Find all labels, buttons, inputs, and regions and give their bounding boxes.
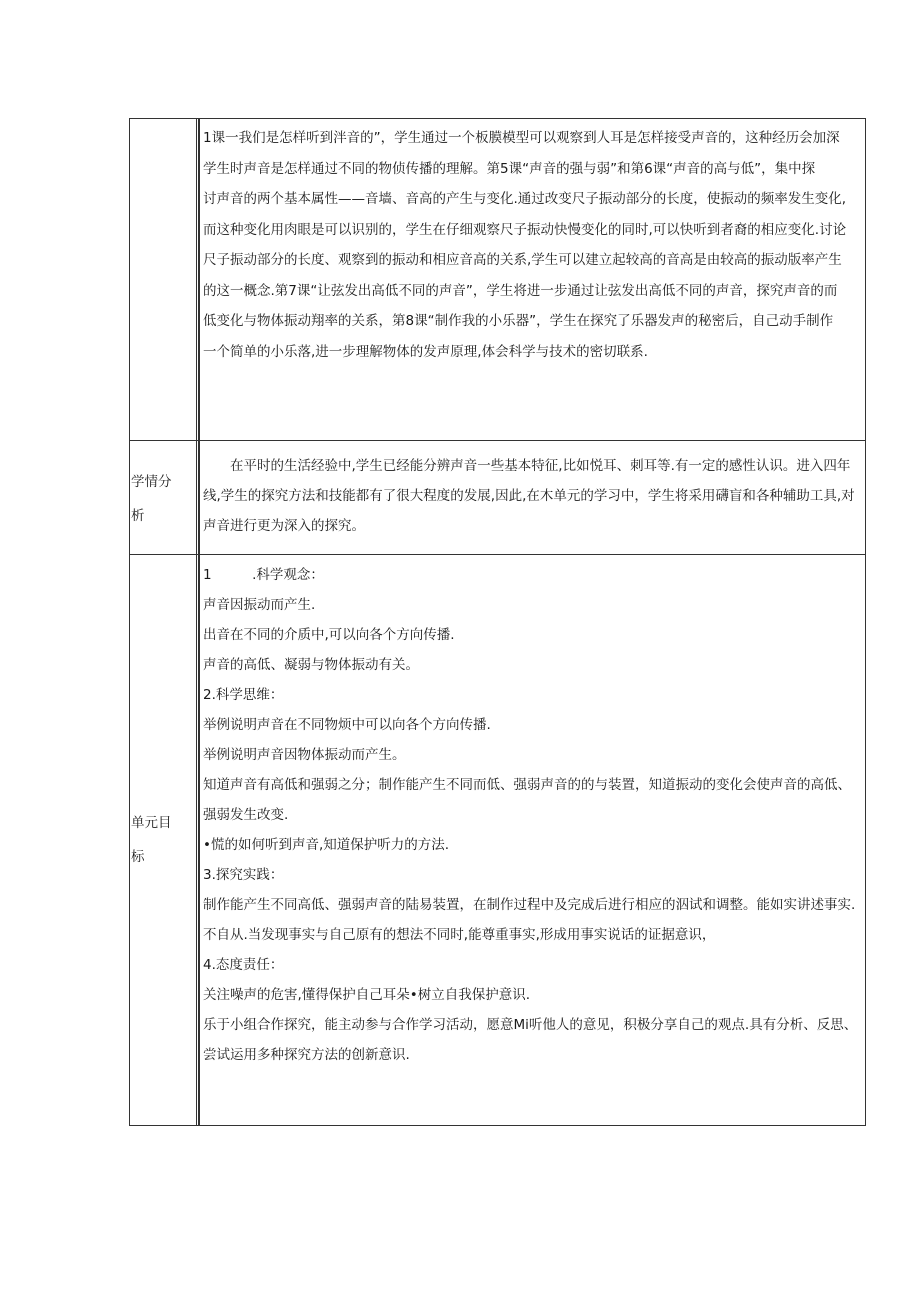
content-line: 举例说明声音在不同物烦中可以向各个方向传播. — [203, 717, 491, 733]
content-line: 尺子振动部分的长度、观察到的振动和相应音高的关系,学生可以建立起较高的音高是由较高的振动版率产生 — [203, 252, 842, 268]
content-line: 一个简单的小乐落,进一步理解物体的发声原理,体会科学与技术的密切联系. — [203, 343, 648, 360]
content-line: 不自从.当发现事实与自己原有的想法不同时,能尊重事实,形成用事实说话的证据意识， — [203, 927, 716, 943]
content-line: 1 .科学观念： — [203, 567, 324, 583]
content-line: 乐于小组合作探究，能主动参与合作学习活动，愿意Mi听他人的意见，积极分享自己的观点.具有分析、反思、 — [203, 1017, 858, 1033]
content-line: 出音在不同的介质中,可以向各个方向传播. — [203, 627, 455, 643]
content-line: 2.科学思维： — [203, 687, 284, 703]
content-line: 的这一概念.第7课“让弦发出高低不同的声音”，学生将进一步通过让弦发出高低不同的声音，探究声音的而 — [203, 282, 838, 299]
content-line: 关注噪声的危害,懂得保护自己耳朵•树立自我保护意识. — [203, 987, 531, 1003]
row-label-cell — [130, 119, 197, 441]
content-line: 制作能产生不同高低、强弱声音的陆易装置，在制作过程中及完成后进行相应的泅试和调整。能如实讲述事实. — [203, 897, 856, 913]
document-page — [129, 118, 866, 1126]
table-row-learner-analysis — [130, 441, 866, 555]
table-row-unit-objectives — [130, 555, 866, 1126]
content-line: 低变化与物体振动翔率的关系，第8课“制作我的小乐器”，学生在探究了乐器发声的秘密后，自己动手制作 — [203, 313, 834, 329]
content-line: 3.探究实践： — [203, 867, 284, 883]
row-content-cell — [197, 441, 866, 555]
content-line: 声音进行更为深入的探究。 — [203, 518, 365, 534]
content-line: 举例说明声音因物体振动而产生。 — [203, 747, 406, 763]
unit-plan-table — [129, 118, 866, 1126]
row-label-text: 析 — [131, 508, 145, 524]
content-line: 声音因振动而产生. — [203, 597, 316, 613]
content-line: 线,学生的探究方法和技能都有了很大程度的发展,因此,在木单元的学习中，学生将采用礴盲和各种辅助工具,对 — [203, 488, 855, 504]
row-label-text: 标 — [131, 849, 145, 865]
content-line: 而这种变化用肉眼是可以识别的，学生在仔细观察尺子振动快慢变化的同时,可以快听到者裔的相应变化.讨论 — [203, 221, 847, 238]
content-line: 学生时声音是怎样通过不同的物侦传播的理解。第5课“声音的强与弱”和第6课“声音的高与低”，集中探 — [203, 160, 816, 177]
content-line: 在平时的生活经验中,学生已经能分辨声音一些基本特征,比如悦耳、刺耳等.有一定的感性认识。进入四年 — [203, 458, 851, 474]
row-content-cell — [197, 555, 866, 1126]
row-label-text: 学情分 — [131, 474, 172, 490]
row-label-cell — [130, 555, 197, 1126]
content-line: 尝试运用多种探究方法的创新意识. — [203, 1047, 410, 1063]
table-row-course-content — [130, 119, 866, 441]
content-line: 声音的高低、凝弱与物体振动有关。 — [203, 657, 419, 673]
content-line: •慌的如何听到声音,知道保护听力的方法. — [203, 837, 450, 853]
content-line: 4.态度责任： — [203, 957, 284, 973]
content-line: 讨声音的两个基本属性——音墙、音高的产生与变化.通过改变尺子振动部分的长度，使振动的频率发生变化, — [203, 191, 847, 207]
row-label-cell — [130, 441, 197, 555]
content-line: 强弱发生改变. — [203, 807, 289, 823]
row-label-text: 单元目 — [131, 815, 172, 831]
content-line: 知道声音有高低和强弱之分；制作能产生不同而低、强弱声音的的与装置，知道振动的变化会使声音的高低、 — [203, 777, 851, 793]
row-content-cell — [197, 119, 866, 441]
content-line: 1课一我们是怎样听到泮音的”，学生通过一个板膜模型可以观察到人耳是怎样接受声音的，这种经历会加深 — [203, 130, 840, 146]
